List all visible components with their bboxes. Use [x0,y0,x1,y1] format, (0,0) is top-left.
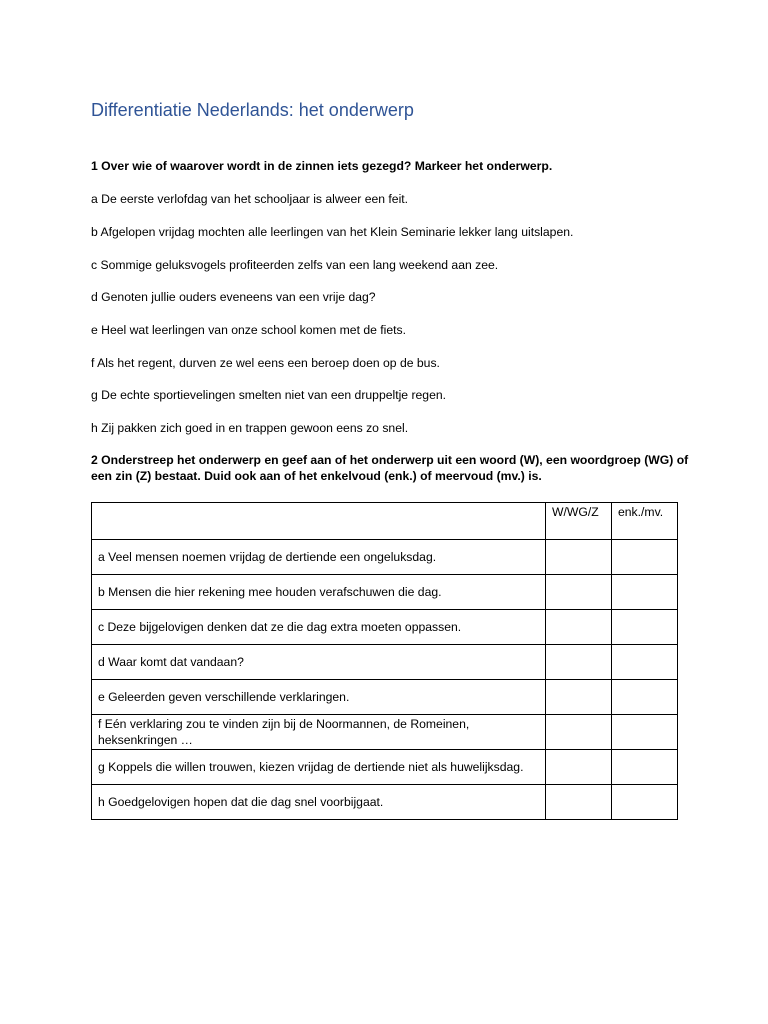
table-row-sentence: c Deze bijgelovigen denken dat ze die dag extra moeten oppassen. [92,610,546,645]
w-wg-z-answer-cell[interactable] [546,785,612,820]
exercise-1-sentence-e: e Heel wat leerlingen van onze school komen met de fiets. [91,323,407,337]
w-wg-z-answer-cell[interactable] [546,610,612,645]
table-row-sentence: h Goedgelovigen hopen dat die dag snel voorbijgaat. [92,785,546,820]
table-row [92,715,678,750]
table-row-sentence: b Mensen die hier rekening mee houden verafschuwen die dag. [92,575,546,610]
w-wg-z-answer-cell[interactable] [546,715,612,750]
table-row-sentence: d Waar komt dat vandaan? [92,645,546,680]
table-header-enk-mv: enk./mv. [612,503,678,540]
exercise-1-sentence-c: c Sommige geluksvogels profiteerden zelfs van een lang weekend aan zee. [91,258,499,272]
w-wg-z-answer-cell[interactable] [546,680,612,715]
table-row [92,610,678,645]
w-wg-z-answer-cell[interactable] [546,575,612,610]
table-row [92,645,678,680]
exercise-1-sentence-f: f Als het regent, durven ze wel eens een beroep doen op de bus. [91,356,440,370]
enk-mv-answer-cell[interactable] [612,575,678,610]
answer-table [91,502,678,820]
exercise-1-sentence-b: b Afgelopen vrijdag mochten alle leerlingen van het Klein Seminarie lekker lang uitslapen. [91,225,574,239]
table-row [92,540,678,575]
w-wg-z-answer-cell[interactable] [546,645,612,680]
enk-mv-answer-cell[interactable] [612,785,678,820]
table-row-sentence: f Eén verklaring zou te vinden zijn bij de Noormannen, de Romeinen, heksenkringen … [92,715,546,750]
exercise-2-heading: 2 Onderstreep het onderwerp en geef aan of het onderwerp uit een woord (W), een woordgroep (WG) of een zin (Z) bestaat. Duid ook aan of het enkelvoud (enk.) of meervoud (mv.) is. [91,453,689,483]
enk-mv-answer-cell[interactable] [612,680,678,715]
w-wg-z-answer-cell[interactable] [546,750,612,785]
enk-mv-answer-cell[interactable] [612,715,678,750]
table-header-w-wg-z: W/WG/Z [546,503,612,540]
table-row-sentence: e Geleerden geven verschillende verklaringen. [92,680,546,715]
exercise-1-sentence-g: g De echte sportievelingen smelten niet van een druppeltje regen. [91,388,447,402]
table-row [92,680,678,715]
table-row [92,575,678,610]
table-header-row [92,503,678,540]
exercise-1-sentence-d: d Genoten jullie ouders eveneens van een vrije dag? [91,290,376,304]
exercise-1-heading: 1 Over wie of waarover wordt in de zinnen iets gezegd? Markeer het onderwerp. [91,159,553,173]
table-header-sentence [92,503,546,540]
w-wg-z-answer-cell[interactable] [546,540,612,575]
enk-mv-answer-cell[interactable] [612,610,678,645]
enk-mv-answer-cell[interactable] [612,645,678,680]
table-row [92,750,678,785]
enk-mv-answer-cell[interactable] [612,750,678,785]
table-row [92,785,678,820]
exercise-1-sentence-h: h Zij pakken zich goed in en trappen gewoon eens zo snel. [91,421,409,435]
table-row-sentence: a Veel mensen noemen vrijdag de dertiende een ongeluksdag. [92,540,546,575]
page-title: Differentiatie Nederlands: het onderwerp [91,100,414,120]
enk-mv-answer-cell[interactable] [612,540,678,575]
exercise-1-sentence-a: a De eerste verlofdag van het schooljaar is alweer een feit. [91,192,409,206]
table-row-sentence: g Koppels die willen trouwen, kiezen vrijdag de dertiende niet als huwelijksdag. [92,750,546,785]
